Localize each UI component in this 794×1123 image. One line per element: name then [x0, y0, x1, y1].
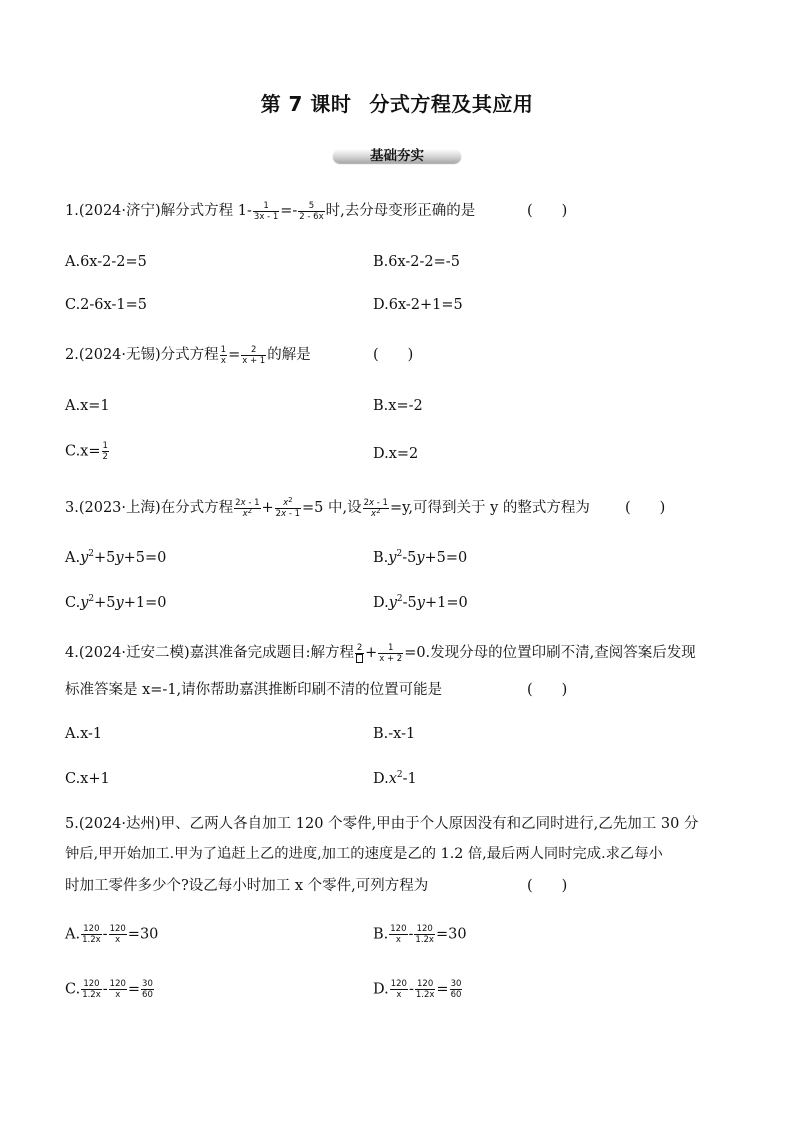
- operator: +: [261, 500, 274, 516]
- question-source: (2024·迁安二模): [78, 645, 190, 661]
- stem-text: 的解是: [267, 347, 311, 363]
- numerator: 2: [241, 345, 266, 356]
- option-label: C.: [65, 981, 81, 998]
- fraction: [275, 495, 301, 519]
- fraction: [109, 924, 127, 945]
- fraction: [378, 643, 403, 664]
- numerator: 120: [390, 979, 407, 989]
- operator: =-: [280, 203, 298, 219]
- numerator: 30: [142, 979, 153, 989]
- denominator: 60: [142, 990, 153, 1000]
- answer-blank: ( ): [373, 347, 414, 363]
- numerator: 1: [220, 344, 227, 355]
- section-badge-label: 基础夯实: [370, 148, 424, 164]
- option-rhs: =: [436, 981, 449, 998]
- option-rhs: =30: [127, 926, 159, 943]
- denominator: x: [115, 935, 121, 945]
- denominator: 1.2x: [415, 935, 434, 945]
- stem-text: =y,可得到关于 y 的整式方程为: [389, 500, 590, 516]
- question-4-stem-line2: 标准答案是 x=-1,请你帮助嘉淇推断印刷不清的位置可能是: [65, 682, 443, 698]
- operator: -: [102, 981, 108, 998]
- question-source: (2024·济宁): [78, 203, 161, 219]
- option-c: C.2-6x-1=5: [65, 297, 147, 313]
- option-a: [65, 924, 158, 945]
- option-a: A.6x-2-2=5: [65, 254, 147, 270]
- operator: +: [365, 645, 378, 661]
- denominator: x + 1: [242, 355, 266, 366]
- section-badge: [333, 143, 461, 165]
- fraction: [253, 201, 279, 222]
- denominator: $x^2$: [371, 506, 381, 519]
- numerator: 120: [81, 924, 102, 935]
- denominator: x: [395, 935, 401, 945]
- denominator: 3x - 1: [253, 211, 279, 222]
- denominator: 60: [450, 990, 462, 1000]
- fraction: [241, 345, 266, 366]
- denominator: 2 - 6x: [299, 211, 324, 222]
- option-b: $B.y^2-5y+5=0$: [373, 549, 468, 566]
- option-c: [65, 979, 155, 1000]
- fraction: [141, 979, 154, 1000]
- lesson-number: 第 7 课时: [260, 92, 352, 116]
- numerator: 120: [415, 979, 436, 990]
- denominator: 2x - 1: [275, 508, 301, 519]
- stem-text: 分式方程: [160, 347, 219, 363]
- question-5-stem-line2: 钟后,甲开始加工.甲为了追赶上乙的进度,加工的速度是乙的 1.2 倍,最后两人同时完成.求乙每小: [65, 846, 663, 862]
- fraction: [81, 979, 102, 1000]
- numerator: 1: [253, 201, 279, 212]
- numerator: 5: [298, 201, 324, 212]
- fraction: [109, 979, 127, 1000]
- option-b: B.x=-2: [373, 398, 423, 414]
- numerator: 120: [81, 979, 102, 990]
- option-a: A.x=1: [65, 398, 110, 414]
- fraction: [234, 498, 260, 519]
- denominator: 2: [102, 452, 108, 462]
- fraction: [355, 643, 364, 664]
- option-d: D.6x-2+1=5: [373, 297, 463, 313]
- fraction: [102, 441, 109, 462]
- option-b: B.-x-1: [373, 726, 416, 742]
- fraction: [298, 201, 324, 222]
- fraction: [390, 979, 408, 1000]
- option-b: B.6x-2-2=-5: [373, 254, 460, 270]
- denominator-blank: [355, 654, 364, 664]
- question-5-stem-line3: 时加工零件多少个?设乙每小时加工 x 个零件,可列方程为: [65, 878, 429, 894]
- question-source: (2024·无锡): [78, 347, 161, 363]
- stem-text: 时,去分母变形正确的是: [325, 203, 476, 219]
- denominator: x: [396, 990, 402, 1000]
- lesson-topic: 分式方程及其应用: [369, 92, 534, 116]
- numerator: 120: [390, 924, 407, 934]
- question-4-stem-line1: [65, 642, 696, 664]
- option-c-text: C.x=: [65, 443, 101, 460]
- fraction: [81, 924, 102, 945]
- option-a: $A.y^2+5y+5=0$: [65, 549, 167, 566]
- stem-text: 嘉淇准备完成题目:解方程: [189, 645, 355, 661]
- option-rhs: =30: [435, 926, 467, 943]
- option-label: B.: [373, 926, 389, 943]
- fraction: [220, 345, 227, 366]
- numerator: 1: [378, 643, 403, 654]
- fraction: [389, 924, 407, 945]
- option-d: D.x=2: [373, 446, 419, 462]
- denominator: $x^2$: [242, 506, 253, 519]
- question-source: (2024·达州): [78, 816, 161, 832]
- numerator: 30: [450, 979, 462, 989]
- option-c: C.x+1: [65, 771, 110, 787]
- denominator: 1.2x: [82, 990, 101, 1000]
- question-number: 4.: [65, 645, 79, 661]
- denominator: x: [220, 355, 226, 366]
- option-b: [373, 924, 467, 945]
- stem-text: 在分式方程: [160, 500, 234, 516]
- answer-blank: ( ): [527, 682, 568, 698]
- option-label: D.: [373, 981, 389, 998]
- operator: -: [408, 981, 414, 998]
- answer-blank: ( ): [625, 500, 666, 516]
- question-2-stem: [65, 344, 311, 366]
- denominator: 1.2x: [82, 935, 101, 945]
- numerator: $x^2$: [275, 498, 301, 509]
- question-number: 5.: [65, 816, 79, 832]
- option-a: A.x-1: [65, 726, 103, 742]
- stem-text: 甲、乙两人各自加工 120 个零件,甲由于个人原因没有和乙同时进行,乙先加工 30 分: [160, 816, 699, 832]
- operator: -: [102, 926, 108, 943]
- question-number: 1.: [65, 203, 79, 219]
- question-number: 2.: [65, 347, 79, 363]
- question-number: 3.: [65, 500, 79, 516]
- numerator: 1: [102, 441, 108, 451]
- option-label: A.: [65, 926, 81, 943]
- numerator: 2: [356, 642, 363, 653]
- fraction: [363, 498, 389, 519]
- blank-box-icon: [356, 654, 363, 663]
- option-c: $C.y^2+5y+1=0$: [65, 594, 167, 611]
- fraction: [450, 979, 463, 1000]
- page-title: [0, 88, 794, 117]
- answer-blank: ( ): [527, 203, 568, 219]
- option-d: $D.x^2-1$: [373, 770, 417, 787]
- stem-text: 解分式方程 1-: [160, 203, 252, 219]
- option-d: [373, 979, 463, 1000]
- numerator: 120: [109, 924, 126, 934]
- operator: =: [228, 347, 241, 363]
- numerator: 120: [109, 979, 126, 989]
- option-d: $D.y^2-5y+1=0$: [373, 594, 468, 611]
- fraction: [414, 924, 435, 945]
- numerator: 2x - 1: [235, 497, 260, 508]
- stem-text: =5 中,设: [302, 500, 362, 516]
- denominator: 1.2x: [415, 990, 435, 1000]
- numerator: 2x - 1: [363, 497, 388, 508]
- option-rhs: =: [127, 981, 141, 998]
- question-1-stem: [65, 200, 475, 222]
- answer-blank: ( ): [527, 878, 568, 894]
- denominator: x + 2: [379, 653, 403, 664]
- denominator: x: [115, 990, 121, 1000]
- option-c: [65, 441, 110, 462]
- stem-text: =0.发现分母的位置印刷不清,查阅答案后发现: [404, 645, 696, 661]
- question-source: (2023·上海): [78, 500, 161, 516]
- question-3-stem: [65, 497, 590, 519]
- fraction: [415, 979, 436, 1000]
- question-5-stem-line1: [65, 813, 698, 835]
- operator: -: [408, 926, 414, 943]
- numerator: 120: [414, 924, 435, 935]
